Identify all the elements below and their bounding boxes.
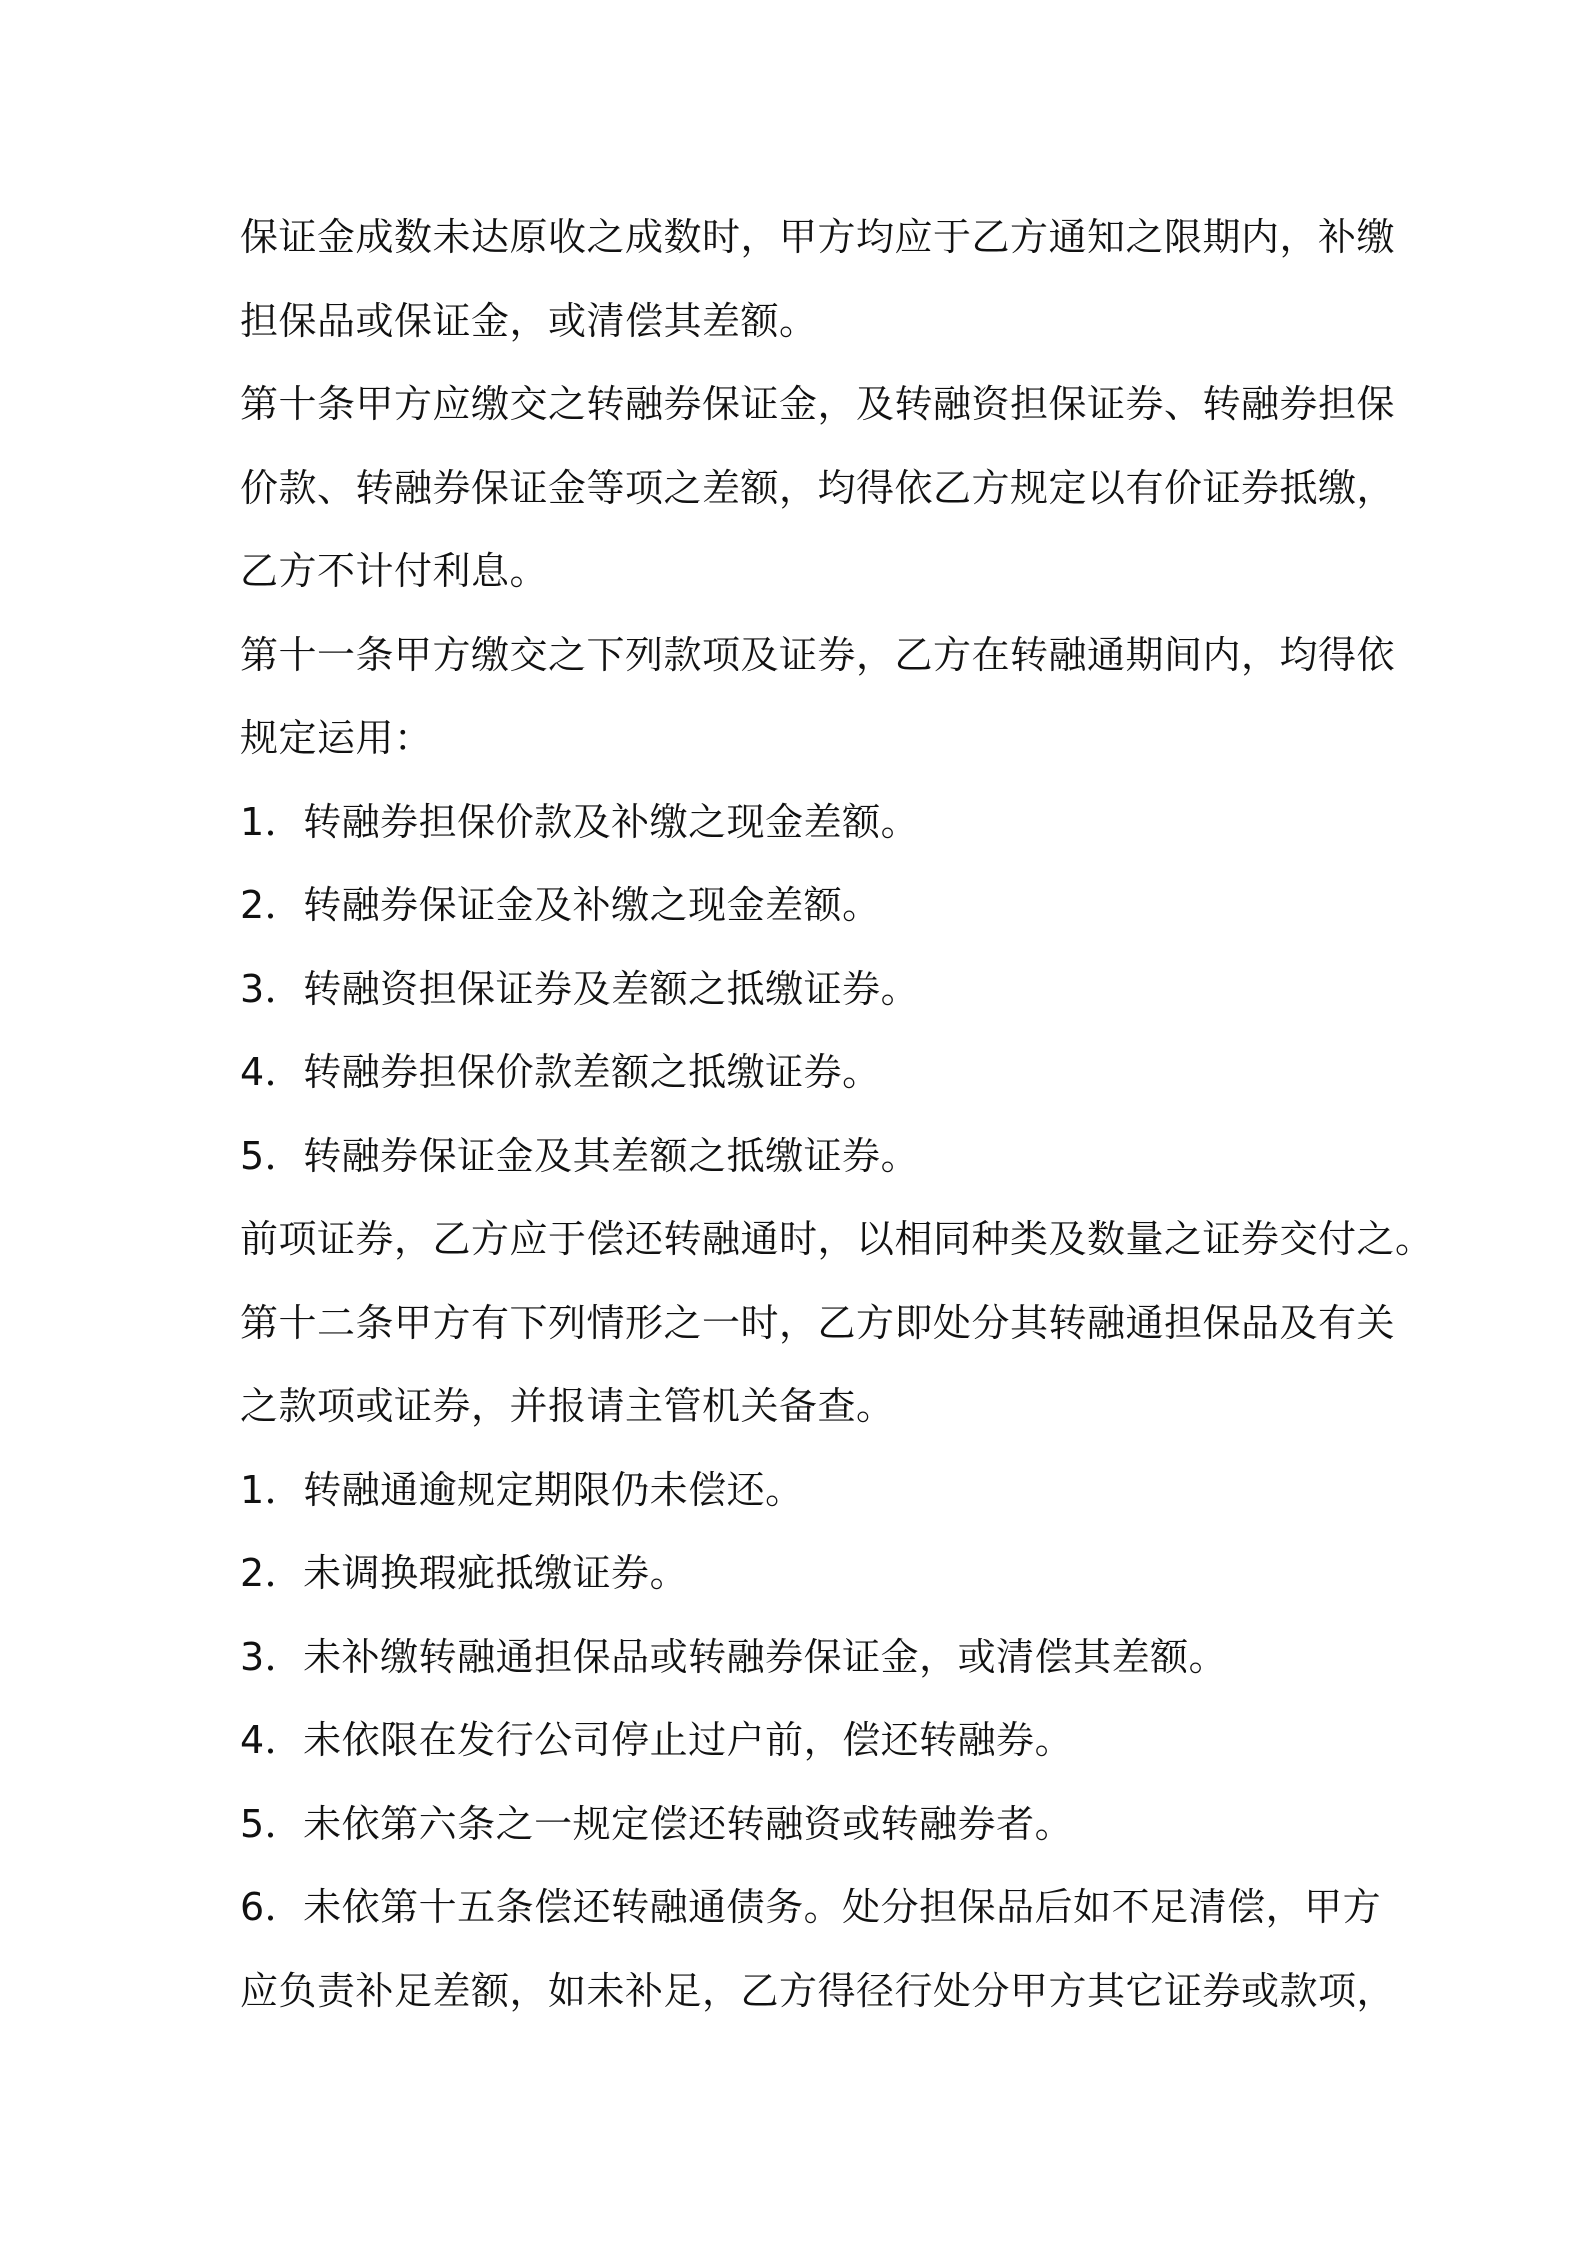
list-item: 1．转融通逾规定期限仍未偿还。 xyxy=(240,1467,804,1512)
text-line: 第十条甲方应缴交之转融券保证金，及转融资担保证券、转融券担保 xyxy=(240,382,1396,426)
text-line: 价款、转融券保证金等项之差额，均得依乙方规定以有价证券抵缴， xyxy=(240,465,1396,510)
list-item: 3．未补缴转融通担保品或转融券保证金，或清偿其差额。 xyxy=(240,1634,1228,1679)
text-line: 保证金成数未达原收之成数时，甲方均应于乙方通知之限期内，补缴 xyxy=(240,215,1396,259)
text-line: 前项证券，乙方应于偿还转融通时，以相同种类及数量之证券交付之。 xyxy=(240,1217,1434,1261)
text-line: 第十一条甲方缴交之下列款项及证券，乙方在转融通期间内，均得依 xyxy=(240,632,1396,677)
text-line: 第十二条甲方有下列情形之一时，乙方即处分其转融通担保品及有关 xyxy=(240,1300,1396,1345)
list-item: 4．未依限在发行公司停止过户前，偿还转融券。 xyxy=(240,1718,1074,1762)
list-item: 2．转融券保证金及补缴之现金差额。 xyxy=(240,883,881,927)
text-line: 乙方不计付利息。 xyxy=(240,549,549,593)
text-line: 之款项或证券，并报请主管机关备查。 xyxy=(240,1384,895,1428)
list-item: 2．未调换瑕疵抵缴证券。 xyxy=(240,1551,689,1595)
text-line: 应负责补足差额，如未补足，乙方得径行处分甲方其它证券或款项， xyxy=(240,1968,1396,2013)
text-line: 担保品或保证金，或清偿其差额。 xyxy=(240,298,818,343)
list-item: 1．转融券担保价款及补缴之现金差额。 xyxy=(240,799,920,844)
text-line: 规定运用： xyxy=(240,716,433,760)
list-item: 4．转融券担保价款差额之抵缴证券。 xyxy=(240,1050,881,1094)
list-item: 3．转融资担保证券及差额之抵缴证券。 xyxy=(240,966,920,1011)
list-item: 5．转融券保证金及其差额之抵缴证券。 xyxy=(240,1133,920,1178)
list-item: 6．未依第十五条偿还转融通债务。处分担保品后如不足清偿，甲方 xyxy=(240,1885,1382,1929)
list-item: 5．未依第六条之一规定偿还转融资或转融券者。 xyxy=(240,1801,1074,1846)
document-body xyxy=(240,196,1434,2033)
